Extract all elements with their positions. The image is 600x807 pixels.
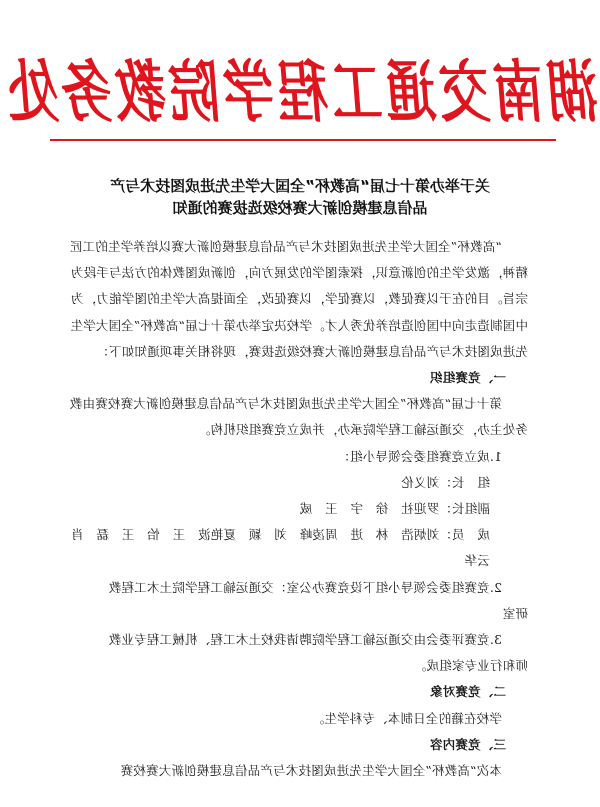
letterhead-divider [50, 139, 556, 141]
section-1-paragraph: 第十七届“高教杯”全国大学生先进成图技术与产品信息建模创新大赛校赛由教务处主办，交通运输工程学院承办，并成立竞赛组织机构。 [69, 396, 528, 438]
section-1-heading: 一、竞赛组织 [429, 370, 506, 386]
title-line-2: 品信息建模创新大赛校级选拔赛的通知 [172, 199, 428, 217]
intro-paragraph: “高教杯”全国大学生先进成图技术与产品信息建模创新大赛以培养学生的工匠精神，激发学生的创新意识，探索图学的发展方向，创新成图教体的方法与手段为宗旨。目的在于以赛促教，以赛促学，以赛促改，全面提高大学生的图学能力，为中国制造走向中国创造培养优秀人才。学校决定举办第十七届“高教杯”全国大学生先进成图技术与产品信息建模创新大赛校级选拔赛，现将相关事项通知如下： [69, 239, 528, 359]
section-1-item-2: 2.竞赛组委会领导小组下设竞赛办公室：交通运输工程学院土木工程教 [108, 579, 502, 595]
section-1-item-3-cont: 师和行业专家组成。 [413, 658, 528, 674]
notice-title [60, 175, 540, 219]
section-1-item-1: 1.成立竞赛组委会领导小组： [337, 448, 502, 464]
section-3-paragraph: 本次“高教杯”全国大学生先进成图技术与产品信息建模创新大赛校赛 [120, 763, 502, 779]
committee-leader: 组 长：刘义伦 [401, 474, 490, 490]
committee-deputy: 副组长：罗迎社 徐 宇 王 威 [299, 501, 490, 517]
section-1-item-2-cont: 研室 [502, 605, 528, 621]
committee-members: 成 员：刘炳浩 林 进 周凌峰 刘 颖 夏艳波 王 怡 王 磊 肖云华 [70, 527, 490, 569]
letterhead-text: 湖南交通工程学院教务处 [0, 51, 600, 132]
section-1-item-3: 3.竞赛评委会由交通运输工程学院聘请我校土木工程、机械工程专业教 [108, 632, 502, 648]
letterhead [0, 42, 600, 132]
section-3-heading: 三、竞赛内容 [429, 736, 506, 752]
notice-body [66, 234, 528, 784]
section-2-paragraph: 学校在籍的全日制本、专科学生。 [311, 710, 502, 726]
section-2-heading: 二、竞赛对象 [429, 684, 506, 700]
title-line-1: 关于举办第十七届“高教杯”全国大学生先进成图技术与产 [110, 177, 490, 195]
